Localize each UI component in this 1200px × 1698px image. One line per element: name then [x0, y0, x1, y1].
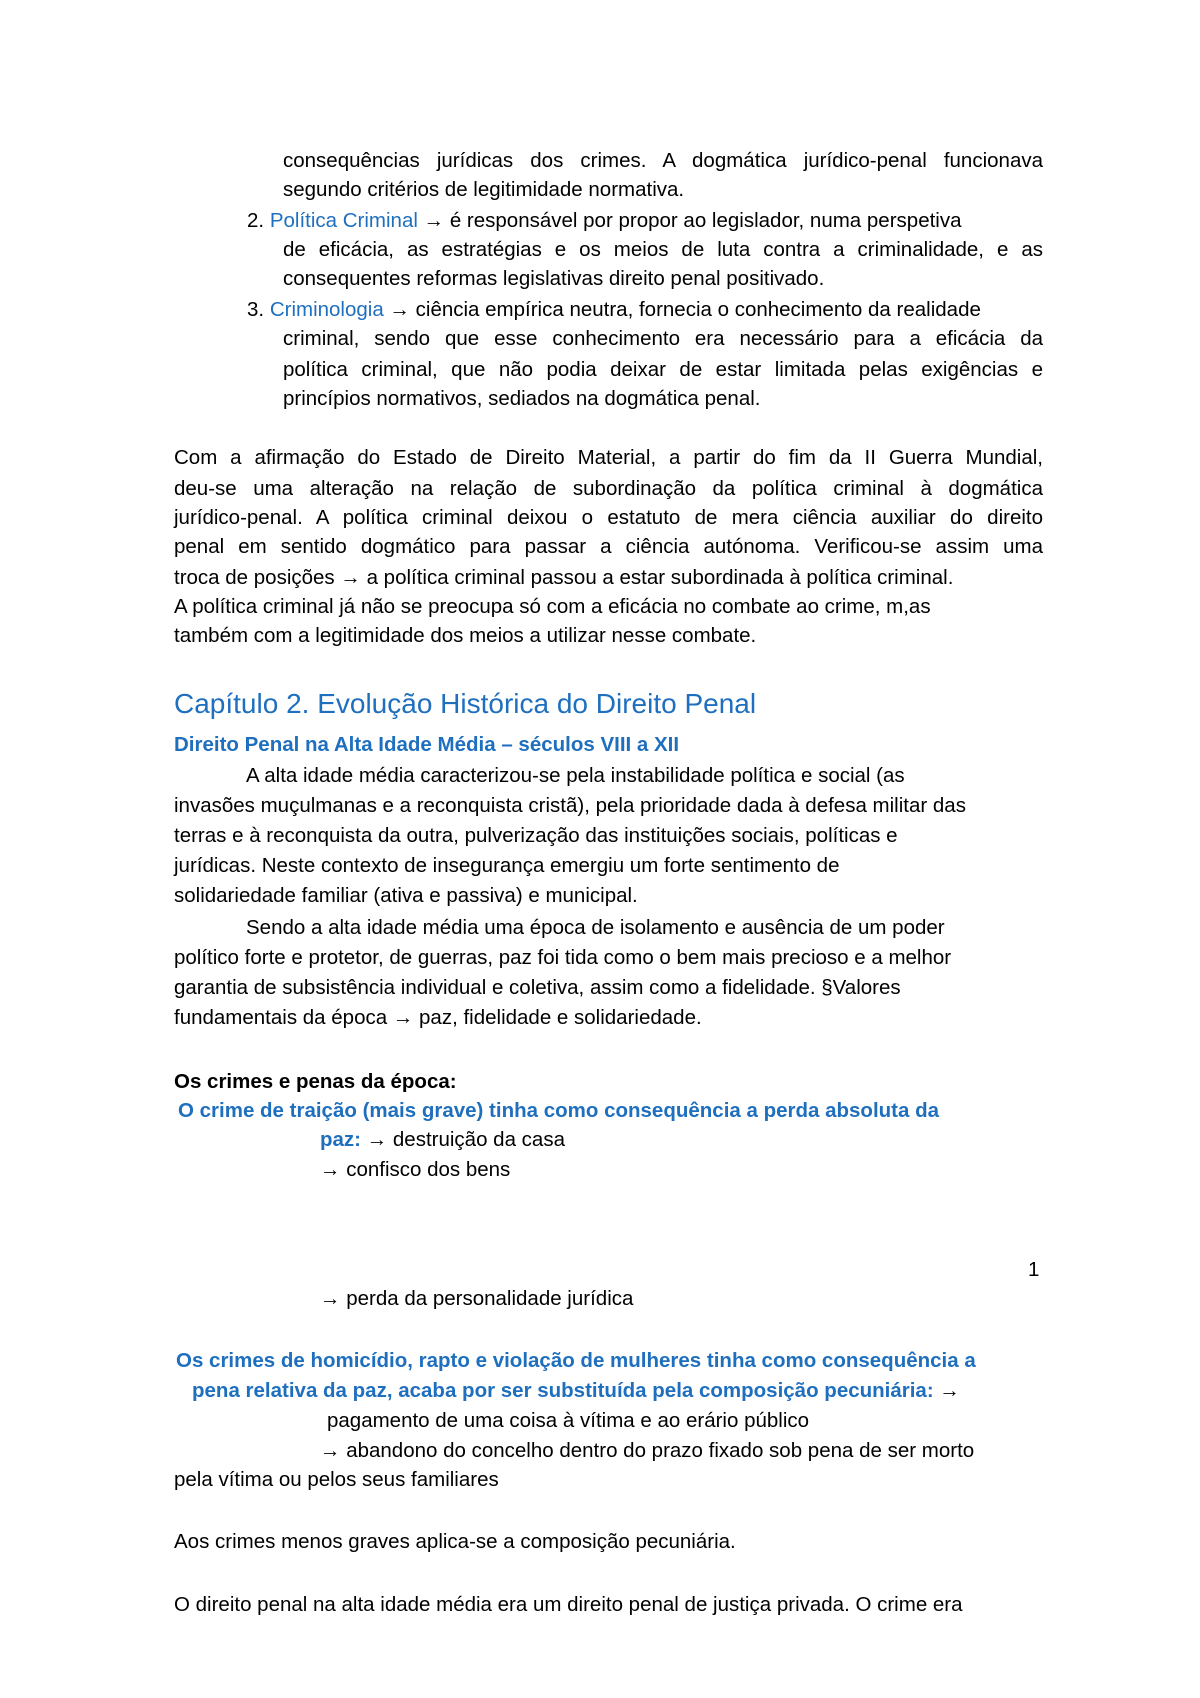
page-number: 1: [1028, 1258, 1040, 1281]
homicide-line-4: → abandono do concelho dentro do prazo fixado sob pena de ser morto: [320, 1439, 975, 1462]
chapter-subtitle: Direito Penal na Alta Idade Média – séculos VIII a XII: [174, 733, 680, 756]
list-item-2-line-2: de eficácia, as estratégias e os meios de luta contra a criminalidade, e as: [283, 238, 1043, 261]
list-item-2-line-3: consequentes reformas legislativas direito penal positivado.: [283, 267, 825, 290]
paragraph-1-line-4: penal em sentido dogmático para passar a ciência autónoma. Verificou-se assim uma: [174, 535, 1043, 558]
treason-paz-label: paz:: [320, 1128, 361, 1151]
paragraph-1-line-3: jurídico-penal. A política criminal deixou o estatuto de mera ciência auxiliar do direito: [174, 506, 1043, 529]
list-item-3-number: 3.: [247, 298, 265, 321]
list-item-3-term: Criminologia: [269, 298, 384, 321]
paragraph-2-line-3: terras e à reconquista da outra, pulverização das instituições sociais, políticas e: [174, 824, 898, 847]
list-item-3-line-1: [247, 295, 981, 325]
list-item-2-text: → é responsável por propor ao legislador, numa perspetiva: [423, 209, 962, 232]
homicide-line-2-arrow: →: [939, 1379, 960, 1402]
paragraph-1-line-2: deu-se uma alteração na relação de subordinação da política criminal à dogmática: [174, 477, 1043, 500]
paragraph-2-line-4: jurídicas. Neste contexto de insegurança emergiu um forte sentimento de: [174, 854, 840, 877]
list-item-2-number: 2.: [247, 209, 265, 232]
list-item-2-term: Política Criminal: [269, 209, 418, 232]
paragraph-3-line-1: Sendo a alta idade média uma época de isolamento e ausência de um poder: [246, 916, 945, 939]
list-item-3-line-2: criminal, sendo que esse conhecimento era necessário para a eficácia da: [283, 327, 1043, 350]
treason-line-2-text: → destruição da casa: [366, 1128, 565, 1151]
homicide-line-3: pagamento de uma coisa à vítima e ao erário público: [327, 1409, 810, 1432]
homicide-line-2: [192, 1376, 960, 1406]
last-line: O direito penal na alta idade média era um direito penal de justiça privada. O crime era: [174, 1593, 963, 1616]
paragraph-3-line-2: político forte e protetor, de guerras, paz foi tida como o bem mais precioso e a melhor: [174, 946, 952, 969]
homicide-line-2-text: pena relativa da paz, acaba por ser substituída pela composição pecuniária:: [192, 1379, 934, 1402]
list-item-3-line-4: princípios normativos, sediados na dogmática penal.: [283, 387, 761, 410]
list-item-1-line-2: segundo critérios de legitimidade normativa.: [283, 178, 685, 201]
treason-line-1: O crime de traição (mais grave) tinha como consequência a perda absoluta da: [178, 1099, 940, 1122]
list-item-3-text: → ciência empírica neutra, fornecia o conhecimento da realidade: [389, 298, 981, 321]
crimes-heading: Os crimes e penas da época:: [174, 1070, 457, 1093]
paragraph-2-line-2: invasões muçulmanas e a reconquista cristã), pela prioridade dada à defesa militar das: [174, 794, 966, 817]
minor-crimes-line: Aos crimes menos graves aplica-se a composição pecuniária.: [174, 1530, 736, 1553]
paragraph-1-line-7: também com a legitimidade dos meios a utilizar nesse combate.: [174, 624, 757, 647]
treason-line-2: [320, 1125, 565, 1155]
homicide-line-1: Os crimes de homicídio, rapto e violação de mulheres tinha como consequência a: [176, 1349, 976, 1372]
treason-line-3: → confisco dos bens: [320, 1158, 511, 1181]
paragraph-1-line-1: Com a afirmação do Estado de Direito Material, a partir do fim da II Guerra Mundial,: [174, 446, 1043, 469]
paragraph-3-line-4: fundamentais da época → paz, fidelidade e solidariedade.: [174, 1006, 702, 1029]
paragraph-3-line-3: garantia de subsistência individual e coletiva, assim como a fidelidade. §Valores: [174, 976, 901, 999]
list-item-2-line-1: [247, 206, 1043, 236]
paragraph-2-line-1: A alta idade média caracterizou-se pela instabilidade política e social (as: [246, 764, 905, 787]
treason-line-4: → perda da personalidade jurídica: [320, 1287, 634, 1310]
paragraph-1-line-5: troca de posições → a política criminal passou a estar subordinada à política criminal.: [174, 566, 954, 589]
homicide-line-5: pela vítima ou pelos seus familiares: [174, 1468, 499, 1491]
paragraph-2-line-5: solidariedade familiar (ativa e passiva) e municipal.: [174, 884, 638, 907]
list-item-1-line-1: consequências jurídicas dos crimes. A dogmática jurídico-penal funcionava: [283, 149, 1043, 172]
chapter-title: Capítulo 2. Evolução Histórica do Direito Penal: [174, 688, 757, 719]
paragraph-1-line-6: A política criminal já não se preocupa só com a eficácia no combate ao crime, m,as: [174, 595, 931, 618]
list-item-3-line-3: política criminal, que não podia deixar de estar limitada pelas exigências e: [283, 358, 1043, 381]
